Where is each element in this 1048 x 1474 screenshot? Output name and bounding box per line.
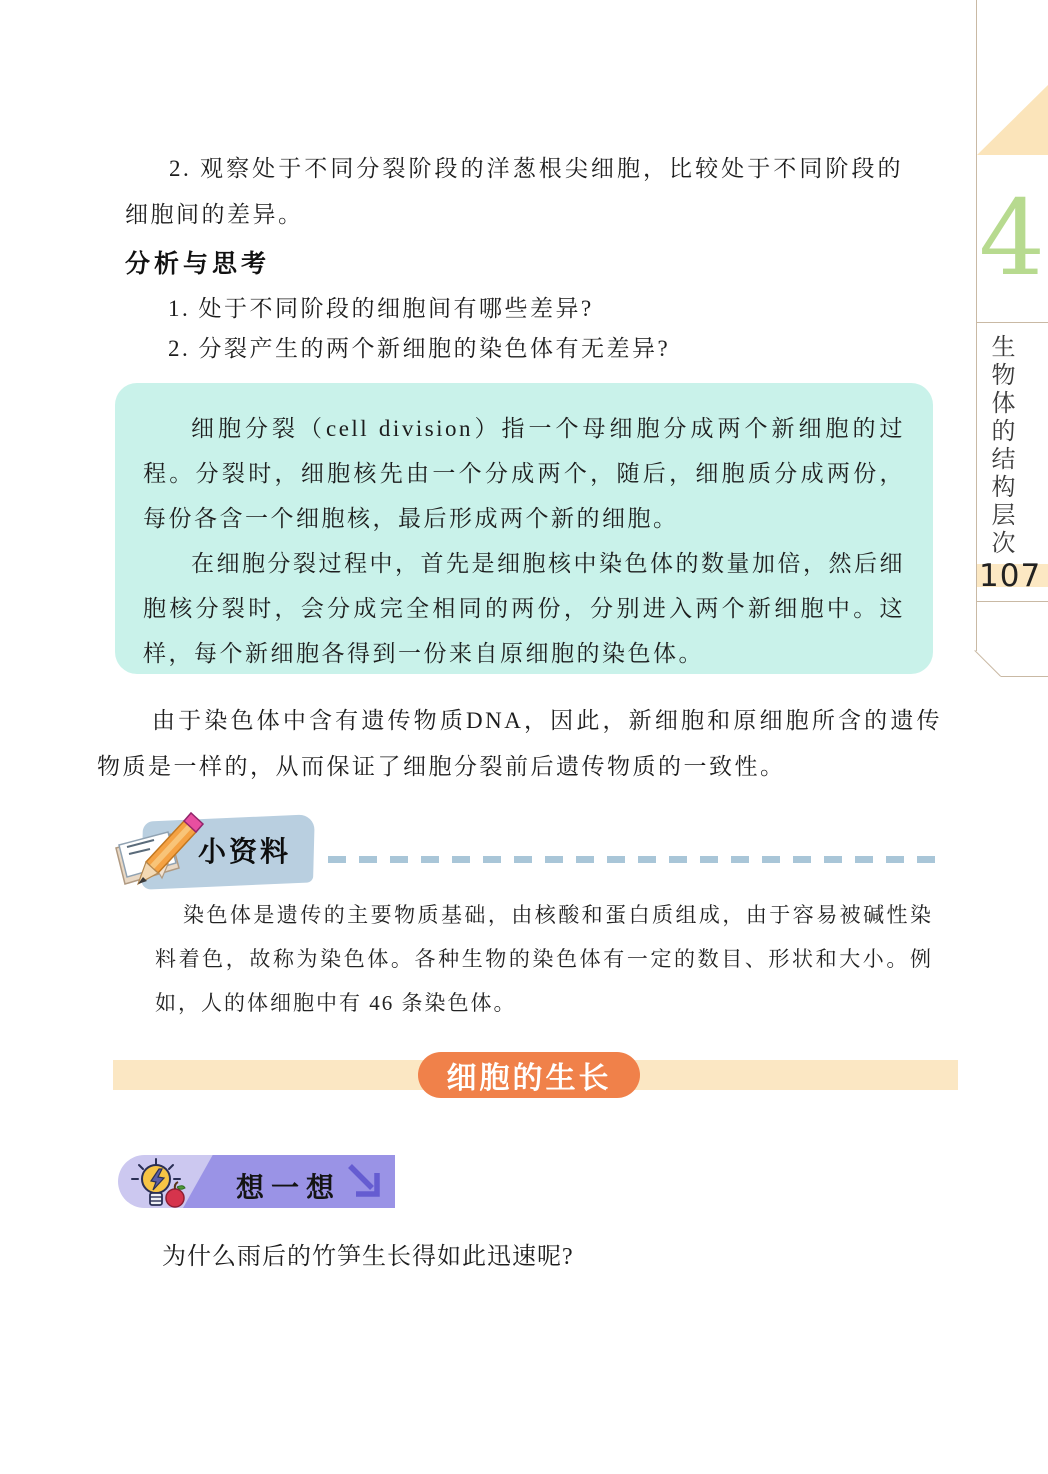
sidebar-vertical-line [976,0,977,651]
pencil-notepad-icon [110,806,210,898]
body-paragraph: 由于染色体中含有遗传物质DNA，因此，新细胞和原细胞所含的遗传物质是一样的，从而保证了细胞分裂前后遗传物质的一致性。 [97,708,942,779]
definition-paragraph-2: 在细胞分裂过程中，首先是细胞核中染色体的数量加倍，然后细胞核分裂时，会分成完全相同的两份，分别进入两个新细胞中。这样，每个新细胞各得到一份来自原细胞的染色体。 [143,551,905,666]
sidebar-divider-bottom [977,601,1048,602]
definition-box [115,383,933,674]
chapter-number: 4 [978,177,1046,299]
info-box-label: 小资料 [198,836,292,867]
think-badge-label: 想一想 [236,1172,342,1203]
chapter-title-vertical: 生物体的结构层次 [987,334,1013,558]
section-banner [418,1052,640,1098]
lightbulb-apple-icon [126,1157,192,1209]
analysis-heading: 分析与思考 [125,250,271,278]
sidebar-corner-line [974,650,1001,677]
section-banner-title: 细胞的生长 [446,1062,612,1095]
page-number: 107 [979,558,1042,594]
analysis-question-1: 1. 处于不同阶段的细胞间有哪些差异? [168,296,594,321]
info-box-text: 染色体是遗传的主要物质基础，由核酸和蛋白质组成，由于容易被碱性染料着色，故称为染色体。各种生物的染色体有一定的数目、形状和大小。例如，人的体细胞中有 46 条染色体。 [155,903,933,1015]
activity-step-2: 2. 观察处于不同分裂阶段的洋葱根尖细胞，比较处于不同阶段的细胞间的差异。 [125,156,903,227]
arrow-down-right-icon [346,1164,386,1200]
think-badge [118,1155,395,1208]
dashed-divider [328,856,935,863]
sidebar-triangle-decoration [977,85,1048,155]
think-question: 为什么雨后的竹笋生长得如此迅速呢? [162,1244,574,1270]
analysis-question-2: 2. 分裂产生的两个新细胞的染色体有无差异? [168,336,671,361]
sidebar-divider-top [977,322,1048,323]
definition-paragraph-1: 细胞分裂（cell division）指一个母细胞分成两个新细胞的过程。分裂时，细胞核先由一个分成两个，随后，细胞质分成两份，每份各含一个细胞核，最后形成两个新的细胞。 [143,416,905,531]
sidebar-bottom-line [1001,676,1048,677]
